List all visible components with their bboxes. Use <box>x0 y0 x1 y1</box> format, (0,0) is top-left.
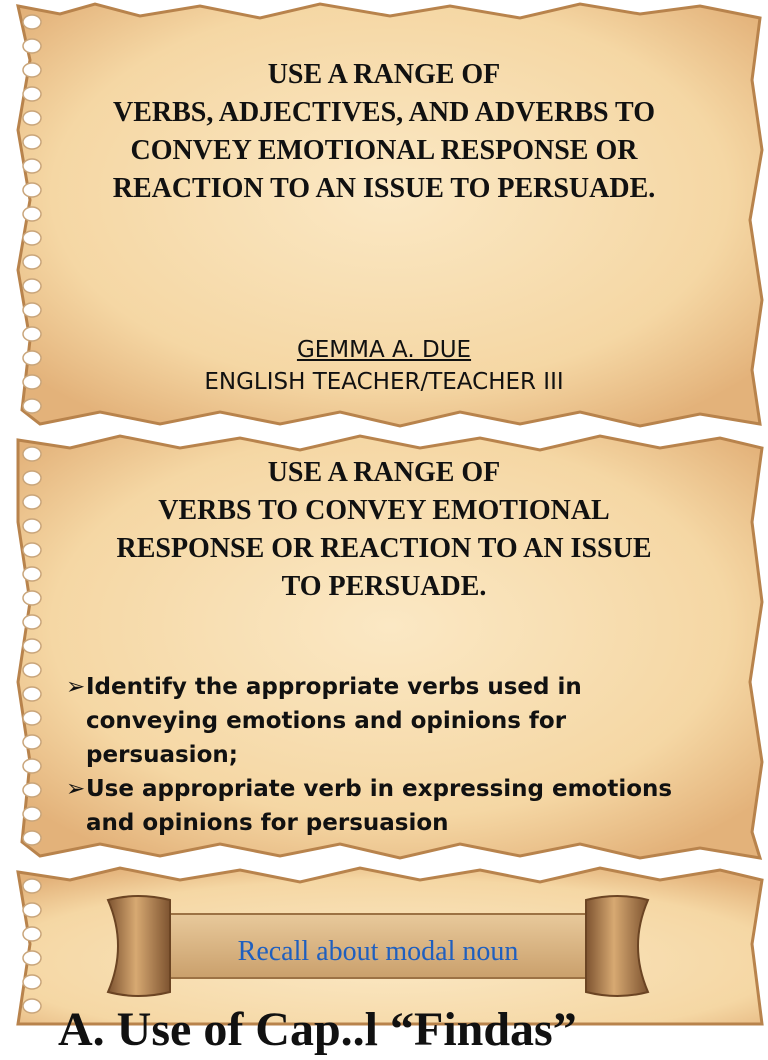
title-line: CONVEY EMOTIONAL RESPONSE OR <box>130 135 638 166</box>
binding-rings <box>20 874 50 1024</box>
arrow-bullet-icon: ➢ <box>66 674 86 700</box>
binding-ring-icon <box>23 399 41 413</box>
binding-ring-icon <box>23 999 41 1013</box>
binding-ring-icon <box>23 807 41 821</box>
binding-ring-icon <box>23 927 41 941</box>
author-role: ENGLISH TEACHER/TEACHER III <box>204 369 564 395</box>
binding-ring-icon <box>23 783 41 797</box>
binding-ring-icon <box>23 687 41 701</box>
binding-ring-icon <box>23 591 41 605</box>
title-line: USE A RANGE OF <box>267 59 501 90</box>
title-line: VERBS, ADJECTIVES, AND ADVERBS TO <box>112 97 656 128</box>
slide-title <box>60 56 708 208</box>
binding-rings <box>20 442 50 854</box>
objective-text: Use appropriate verb in expressing emotions and opinions for persuasion <box>86 776 673 836</box>
binding-ring-icon <box>23 759 41 773</box>
section-heading-partial: A. Use of Cap..l “Findas” <box>58 1003 577 1056</box>
binding-ring-icon <box>23 87 41 101</box>
title-line: REACTION TO AN ISSUE TO PERSUADE. <box>112 173 656 204</box>
author-block <box>0 334 768 398</box>
binding-ring-icon <box>23 951 41 965</box>
binding-ring-icon <box>23 711 41 725</box>
banner-text: Recall about modal noun <box>237 936 519 967</box>
binding-ring-icon <box>23 663 41 677</box>
binding-ring-icon <box>23 471 41 485</box>
binding-ring-icon <box>23 279 41 293</box>
scroll-banner <box>98 892 658 1002</box>
slide-3 <box>0 864 768 1056</box>
objective-item <box>66 670 698 772</box>
binding-rings-graphic <box>20 442 50 854</box>
binding-ring-icon <box>23 831 41 845</box>
author-name: GEMMA A. DUE <box>296 337 472 363</box>
slide-title <box>60 454 708 606</box>
title-line: VERBS TO CONVEY EMOTIONAL <box>158 495 610 526</box>
title-line: USE A RANGE OF <box>267 457 501 488</box>
objective-text: Identify the appropriate verbs used in conveying emotions and opinions for persuasion; <box>86 674 582 768</box>
binding-ring-icon <box>23 231 41 245</box>
binding-ring-icon <box>23 303 41 317</box>
binding-rings-graphic <box>20 874 50 1024</box>
binding-ring-icon <box>23 903 41 917</box>
binding-ring-icon <box>23 567 41 581</box>
arrow-bullet-icon: ➢ <box>66 776 86 802</box>
binding-ring-icon <box>23 207 41 221</box>
title-line: TO PERSUADE. <box>281 571 487 602</box>
binding-ring-icon <box>23 879 41 893</box>
binding-ring-icon <box>23 63 41 77</box>
binding-ring-icon <box>23 735 41 749</box>
objective-item <box>66 772 698 840</box>
binding-ring-icon <box>23 183 41 197</box>
binding-ring-icon <box>23 447 41 461</box>
title-line: RESPONSE OR REACTION TO AN ISSUE <box>116 533 652 564</box>
binding-ring-icon <box>23 639 41 653</box>
objectives-list <box>66 670 698 840</box>
binding-ring-icon <box>23 111 41 125</box>
binding-ring-icon <box>23 615 41 629</box>
binding-ring-icon <box>23 495 41 509</box>
binding-ring-icon <box>23 519 41 533</box>
binding-ring-icon <box>23 975 41 989</box>
binding-ring-icon <box>23 39 41 53</box>
binding-ring-icon <box>23 255 41 269</box>
slide-1 <box>0 0 768 432</box>
slide-2 <box>0 432 768 864</box>
binding-ring-icon <box>23 543 41 557</box>
binding-ring-icon <box>23 15 41 29</box>
binding-ring-icon <box>23 135 41 149</box>
binding-ring-icon <box>23 159 41 173</box>
